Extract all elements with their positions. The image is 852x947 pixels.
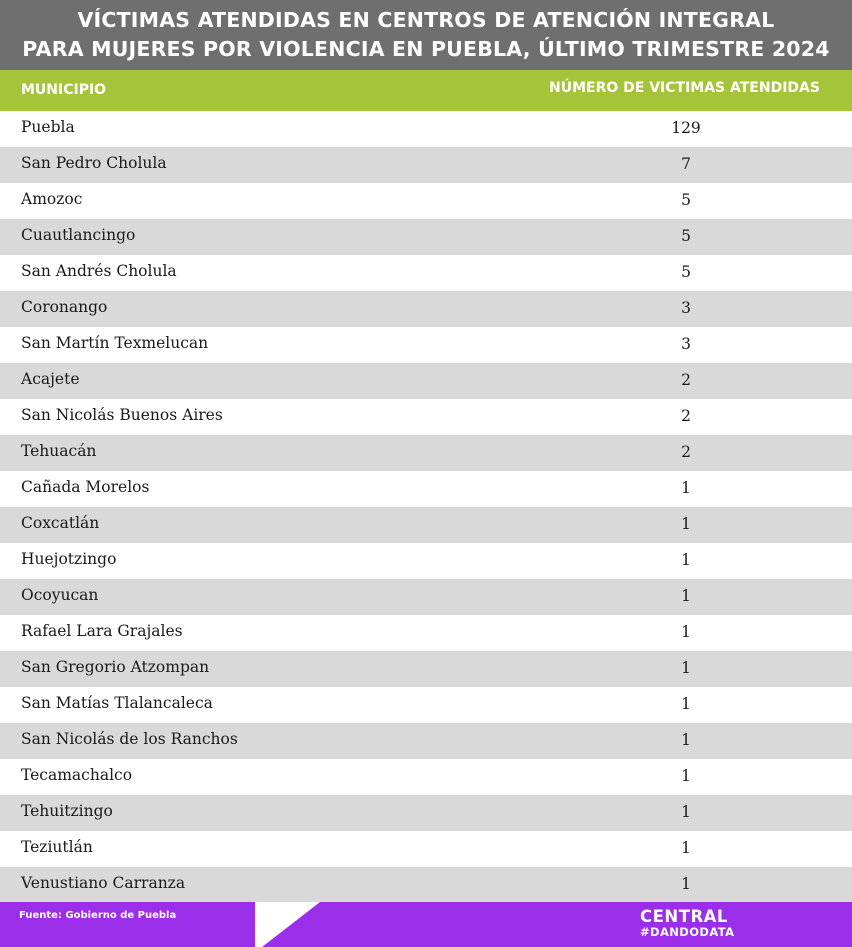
cell-victimas: 3 xyxy=(681,335,691,353)
cell-municipio: Acajete xyxy=(21,370,80,388)
cell-municipio: Rafael Lara Grajales xyxy=(21,622,183,640)
cell-victimas: 2 xyxy=(681,371,691,389)
cell-victimas: 1 xyxy=(681,515,691,533)
cell-municipio: San Nicolás Buenos Aires xyxy=(21,406,223,424)
footer-white-wedge xyxy=(255,902,320,947)
cell-municipio: Coxcatlán xyxy=(21,514,100,532)
brand-hashtag: #DANDODATA xyxy=(640,925,735,939)
cell-municipio: San Martín Texmelucan xyxy=(21,334,209,352)
brand-logo xyxy=(640,908,734,939)
cell-municipio: San Matías Tlalancaleca xyxy=(21,694,213,712)
table-row xyxy=(0,219,852,255)
table-row xyxy=(0,291,852,327)
cell-municipio: Venustiano Carranza xyxy=(21,874,186,892)
cell-victimas: 1 xyxy=(681,587,691,605)
cell-municipio: San Andrés Cholula xyxy=(21,262,177,280)
cell-municipio: San Gregorio Atzompan xyxy=(21,658,210,676)
table-row xyxy=(0,363,852,399)
cell-municipio: Cuautlancingo xyxy=(21,226,136,244)
table-row xyxy=(0,399,852,435)
table-row xyxy=(0,327,852,363)
cell-victimas: 129 xyxy=(671,119,701,137)
cell-municipio: Puebla xyxy=(21,118,75,136)
table-row xyxy=(0,615,852,651)
column-header-numero: NÚMERO DE VICTIMAS ATENDIDAS xyxy=(549,80,820,96)
table-row xyxy=(0,795,852,831)
cell-victimas: 1 xyxy=(681,803,691,821)
page-title xyxy=(0,0,852,70)
cell-municipio: Huejotzingo xyxy=(21,550,117,568)
cell-victimas: 1 xyxy=(681,731,691,749)
cell-victimas: 7 xyxy=(681,155,691,173)
cell-victimas: 1 xyxy=(681,767,691,785)
cell-municipio: Teziutlán xyxy=(21,838,93,856)
title-line-1: VÍCTIMAS ATENDIDAS EN CENTROS DE ATENCIÓN INTEGRAL xyxy=(77,8,775,32)
table-row xyxy=(0,543,852,579)
table-row xyxy=(0,867,852,903)
table-row xyxy=(0,435,852,471)
cell-municipio: Tehuitzingo xyxy=(21,802,113,820)
cell-victimas: 1 xyxy=(681,551,691,569)
footer xyxy=(0,902,852,947)
cell-victimas: 2 xyxy=(681,407,691,425)
table-row xyxy=(0,651,852,687)
table-row xyxy=(0,687,852,723)
table-row xyxy=(0,183,852,219)
cell-municipio: Amozoc xyxy=(21,190,83,208)
cell-victimas: 1 xyxy=(681,839,691,857)
cell-municipio: Coronango xyxy=(21,298,108,316)
cell-victimas: 5 xyxy=(681,227,691,245)
data-table xyxy=(0,111,852,903)
table-row xyxy=(0,759,852,795)
table-row xyxy=(0,111,852,147)
cell-municipio: San Nicolás de los Ranchos xyxy=(21,730,238,748)
cell-municipio: Cañada Morelos xyxy=(21,478,150,496)
table-header xyxy=(0,70,852,111)
cell-victimas: 3 xyxy=(681,299,691,317)
cell-victimas: 1 xyxy=(681,875,691,893)
cell-victimas: 1 xyxy=(681,695,691,713)
table-row xyxy=(0,471,852,507)
brand-name: CENTRAL xyxy=(640,907,728,926)
table-row xyxy=(0,723,852,759)
cell-victimas: 1 xyxy=(681,659,691,677)
table-row xyxy=(0,507,852,543)
table-row xyxy=(0,579,852,615)
source-note: Fuente: Gobierno de Puebla xyxy=(19,910,177,921)
cell-victimas: 2 xyxy=(681,443,691,461)
cell-municipio: Ocoyucan xyxy=(21,586,99,604)
table-row xyxy=(0,831,852,867)
cell-victimas: 1 xyxy=(681,479,691,497)
title-line-2: PARA MUJERES POR VIOLENCIA EN PUEBLA, ÚLTIMO TRIMESTRE 2024 xyxy=(22,37,830,61)
cell-municipio: Tecamachalco xyxy=(21,766,133,784)
cell-victimas: 5 xyxy=(681,191,691,209)
cell-victimas: 1 xyxy=(681,623,691,641)
cell-municipio: San Pedro Cholula xyxy=(21,154,167,172)
table-row xyxy=(0,255,852,291)
cell-victimas: 5 xyxy=(681,263,691,281)
column-header-municipio: MUNICIPIO xyxy=(21,82,107,98)
table-row xyxy=(0,147,852,183)
cell-municipio: Tehuacán xyxy=(21,442,97,460)
